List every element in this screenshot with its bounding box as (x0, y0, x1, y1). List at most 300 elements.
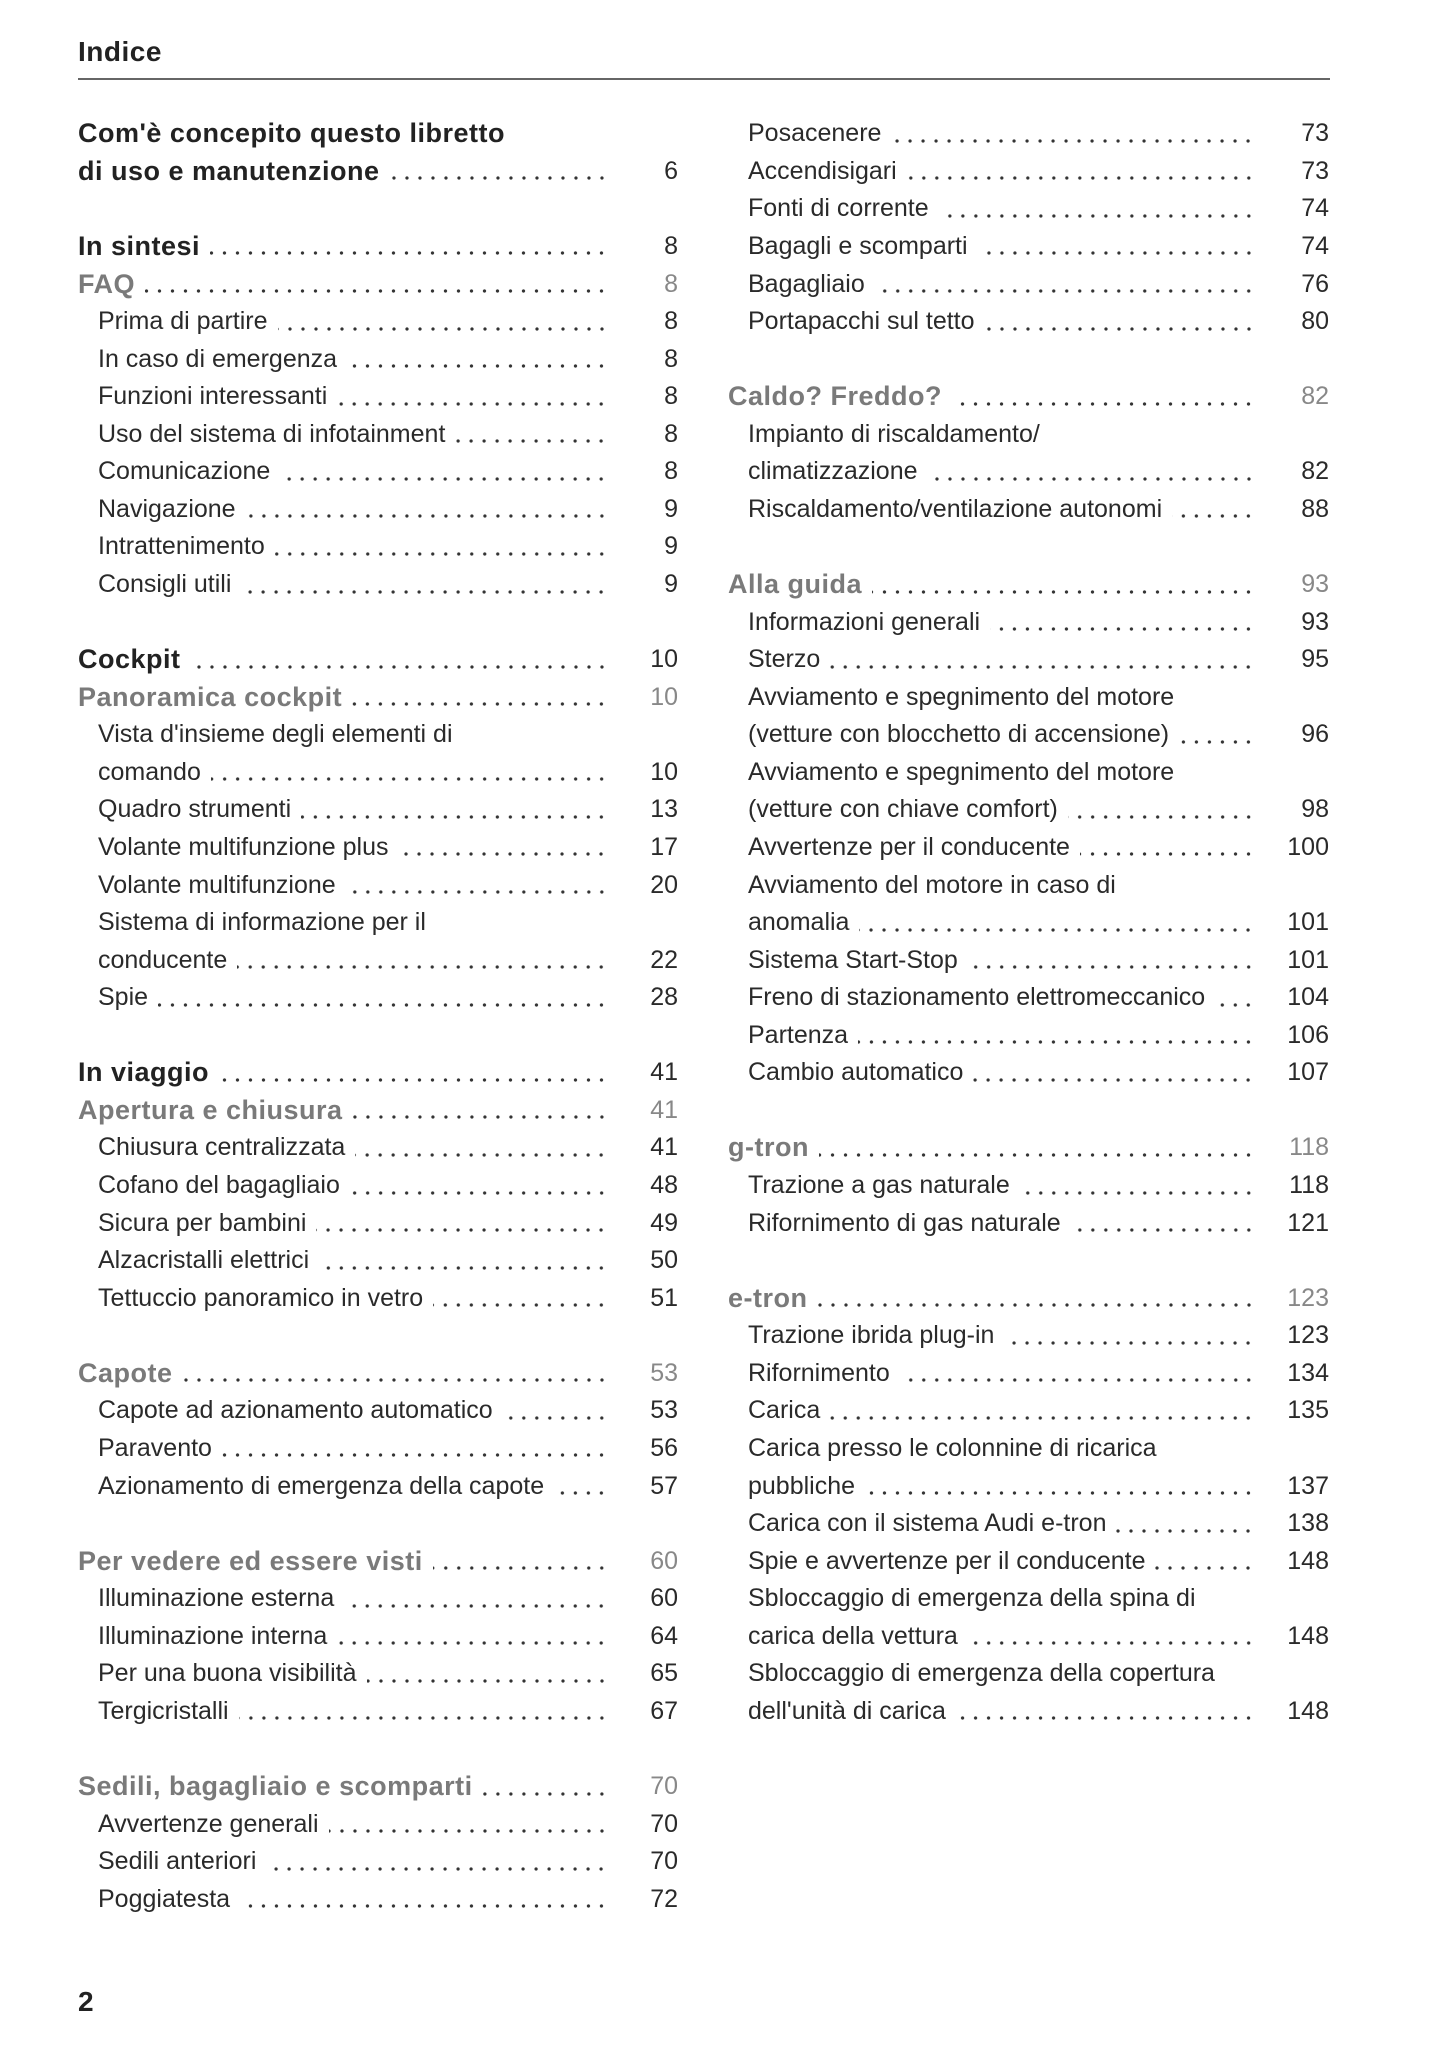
toc-entry-title: Fonti di corrente (748, 194, 929, 223)
toc-page-number: 74 (1301, 231, 1329, 260)
toc-page-number: 100 (1287, 832, 1329, 861)
toc-entry-section[interactable] (728, 566, 1329, 604)
toc-entry-title: Volante multifunzione plus (98, 832, 389, 861)
toc-entry-topic[interactable] (728, 115, 1329, 153)
toc-page-number: 57 (650, 1471, 678, 1500)
toc-page-number: 106 (1287, 1020, 1329, 1049)
toc-page-number: 88 (1301, 494, 1329, 523)
toc-page-number: 28 (650, 983, 678, 1012)
dot-leader (968, 950, 1255, 970)
toc-entry-topic[interactable] (78, 1618, 678, 1656)
toc-entry-topic[interactable] (728, 829, 1329, 867)
toc-page-number: 8 (664, 269, 678, 298)
toc-entry-chapter[interactable] (78, 115, 678, 153)
toc-entry-title: climatizzazione (748, 457, 918, 486)
toc-entry-topic[interactable] (728, 603, 1329, 641)
toc-entry-topic[interactable] (728, 1505, 1329, 1543)
toc-entry-topic[interactable] (78, 1279, 678, 1317)
block-spacer (728, 340, 1329, 378)
toc-entry-title: Sistema Start-Stop (748, 945, 958, 974)
toc-entry-title: Trazione ibrida plug-in (748, 1321, 995, 1350)
toc-entry-topic[interactable] (78, 1392, 678, 1430)
dot-leader (275, 537, 608, 557)
toc-entry-section[interactable] (78, 678, 678, 716)
toc-entry-topic[interactable] (728, 1580, 1329, 1618)
toc-entry-title: In caso di emergenza (98, 344, 338, 373)
toc-entry-topic[interactable] (78, 1805, 678, 1843)
toc-entry-topic[interactable] (728, 1017, 1329, 1055)
toc-entry-topic[interactable] (78, 1129, 678, 1167)
dot-leader (367, 1664, 609, 1684)
toc-entry-topic[interactable] (728, 1542, 1329, 1580)
toc-entry-topic[interactable] (78, 716, 678, 754)
toc-entry-title: Intrattenimento (98, 532, 265, 561)
toc-entry-title: FAQ (78, 268, 136, 299)
dot-leader (398, 837, 608, 857)
dot-leader (347, 349, 608, 369)
toc-entry-title: Alzacristalli elettrici (98, 1246, 310, 1275)
toc-entry-title: Bagagli e scomparti (748, 231, 968, 260)
toc-entry-title: Avviamento e spegnimento del motore (748, 682, 1175, 711)
toc-entry-section[interactable] (78, 1542, 678, 1580)
toc-page-number: 70 (650, 1772, 678, 1801)
toc-entry-section[interactable] (728, 1279, 1329, 1317)
toc-entry-title: Volante multifunzione (98, 870, 336, 899)
dot-leader (1179, 725, 1255, 745)
dot-leader (266, 1852, 608, 1872)
toc-page-number: 96 (1301, 720, 1329, 749)
block-spacer (728, 1242, 1329, 1280)
toc-entry-title: Sbloccaggio di emergenza della copertura (748, 1659, 1215, 1688)
toc-entry-chapter[interactable] (78, 153, 678, 191)
toc-page-number: 135 (1287, 1396, 1329, 1425)
dot-leader (990, 612, 1255, 632)
toc-entry-topic[interactable] (78, 528, 678, 566)
toc-entry-title: Sterzo (748, 645, 821, 674)
dot-leader (433, 1551, 608, 1571)
toc-entry-title: Illuminazione esterna (98, 1584, 335, 1613)
toc-entry-topic[interactable] (78, 979, 678, 1017)
toc-entry-topic[interactable] (728, 1618, 1329, 1656)
toc-entry-section[interactable] (728, 378, 1329, 416)
toc-page-number: 73 (1301, 156, 1329, 185)
dot-leader (503, 1401, 608, 1421)
toc-entry-topic[interactable] (728, 1167, 1329, 1205)
toc-page-number: 118 (1289, 1171, 1329, 1200)
dot-leader (554, 1476, 608, 1496)
toc-entry-topic[interactable] (78, 866, 678, 904)
toc-entry-topic[interactable] (728, 1054, 1329, 1092)
toc-entry-title: Sedili anteriori (98, 1847, 257, 1876)
toc-entry-title: Poggiatesta (98, 1884, 231, 1913)
dot-leader (219, 1063, 608, 1083)
toc-entry-title: Sedili, bagagliaio e scomparti (78, 1771, 473, 1802)
dot-leader (907, 161, 1255, 181)
dot-leader (818, 1288, 1256, 1308)
toc-entry-title: Spie e avvertenze per il conducente (748, 1546, 1146, 1575)
toc-entry-title: Cofano del bagagliaio (98, 1171, 340, 1200)
toc-page-number: 41 (650, 1133, 678, 1162)
toc-page-number: 53 (650, 1358, 678, 1387)
toc-entry-title: Consigli utili (98, 570, 232, 599)
dot-leader (1215, 988, 1255, 1008)
block-spacer (78, 1017, 678, 1055)
toc-entry-topic[interactable] (78, 566, 678, 604)
dot-leader (237, 950, 608, 970)
dot-leader (985, 312, 1255, 332)
block-spacer (78, 603, 678, 641)
toc-entry-title: (vetture con chiave comfort) (748, 795, 1058, 824)
toc-entry-section[interactable] (78, 265, 678, 303)
toc-entry-section[interactable] (78, 1768, 678, 1806)
toc-entry-chapter[interactable] (78, 641, 678, 679)
toc-page-number: 134 (1287, 1358, 1329, 1387)
toc-entry-topic[interactable] (78, 416, 678, 454)
toc-page-number: 9 (664, 570, 678, 599)
toc-entry-title: Accendisigari (748, 156, 897, 185)
toc-page-number: 73 (1301, 119, 1329, 148)
toc-entry-title: pubbliche (748, 1471, 856, 1500)
toc-entry-topic[interactable] (78, 340, 678, 378)
dot-leader (900, 1363, 1255, 1383)
toc-column-right (728, 115, 1329, 1730)
toc-page-number: 60 (650, 1546, 678, 1575)
dot-leader (241, 575, 608, 595)
toc-entry-title: Freno di stazionamento elettromeccanico (748, 983, 1206, 1012)
toc-entry-topic[interactable] (728, 1317, 1329, 1355)
toc-entry-title: Portapacchi sul tetto (748, 307, 975, 336)
toc-entry-title: Alla guida (728, 569, 863, 600)
dot-leader (1004, 1326, 1255, 1346)
toc-entry-title: Sbloccaggio di emergenza della spina di (748, 1584, 1196, 1613)
toc-entry-topic[interactable] (78, 1655, 678, 1693)
toc-entry-title: Avviamento e spegnimento del motore (748, 757, 1175, 786)
dot-leader (191, 650, 608, 670)
dot-leader (246, 499, 608, 519)
toc-entry-chapter[interactable] (78, 228, 678, 266)
block-spacer (78, 190, 678, 228)
toc-page-number: 10 (650, 682, 678, 711)
toc-entry-title: dell'unità di carica (748, 1696, 946, 1725)
toc-entry-title: In viaggio (78, 1057, 210, 1088)
toc-entry-title: Riscaldamento/ventilazione autonomi (748, 494, 1163, 523)
toc-entry-section[interactable] (728, 1129, 1329, 1167)
dot-leader (145, 274, 608, 294)
dot-leader (928, 462, 1255, 482)
toc-page-number: 8 (664, 457, 678, 486)
toc-entry-title: In sintesi (78, 230, 201, 261)
toc-entry-topic[interactable] (728, 491, 1329, 529)
toc-entry-topic[interactable] (728, 641, 1329, 679)
dot-leader (350, 1176, 608, 1196)
dot-leader (319, 1251, 608, 1271)
toc-entry-title: Prima di partire (98, 307, 268, 336)
toc-page-number: 41 (650, 1095, 678, 1124)
toc-entry-topic[interactable] (78, 941, 678, 979)
dot-leader (973, 1063, 1255, 1083)
dot-leader (939, 199, 1255, 219)
dot-leader (433, 1288, 608, 1308)
toc-entry-topic[interactable] (728, 866, 1329, 904)
toc-entry-topic[interactable] (78, 1167, 678, 1205)
toc-entry-topic[interactable] (78, 1467, 678, 1505)
toc-page-number: 137 (1287, 1471, 1329, 1500)
dot-leader (210, 236, 608, 256)
toc-entry-topic[interactable] (78, 1843, 678, 1881)
toc-page-number: 64 (650, 1621, 678, 1650)
toc-entry-title: Spie (98, 983, 149, 1012)
dot-leader (1068, 800, 1255, 820)
toc-entry-title: Impianto di riscaldamento/ (748, 419, 1040, 448)
toc-page-number: 82 (1301, 457, 1329, 486)
dot-leader (872, 575, 1255, 595)
toc-entry-topic[interactable] (728, 1204, 1329, 1242)
dot-leader (978, 236, 1255, 256)
dot-leader (1080, 837, 1255, 857)
toc-page-number: 70 (650, 1809, 678, 1838)
toc-entry-topic[interactable] (78, 1693, 678, 1731)
dot-leader (240, 1889, 608, 1909)
toc-page-number: 65 (650, 1659, 678, 1688)
toc-page-number: 93 (1301, 570, 1329, 599)
dot-leader (301, 800, 608, 820)
toc-entry-title: Azionamento di emergenza della capote (98, 1471, 545, 1500)
toc-entry-title: Avvertenze generali (98, 1809, 319, 1838)
dot-leader (346, 875, 608, 895)
toc-entry-title: Sistema di informazione per il (98, 908, 426, 937)
toc-entry-title: Vista d'insieme degli elementi di (98, 720, 453, 749)
toc-entry-title: Partenza (748, 1020, 849, 1049)
toc-entry-title: Tettuccio panoramico in vetro (98, 1283, 424, 1312)
dot-leader (875, 274, 1255, 294)
dot-leader (830, 650, 1255, 670)
toc-entry-topic[interactable] (728, 416, 1329, 454)
toc-entry-topic[interactable] (728, 1693, 1329, 1731)
toc-entry-title: Posacenere (748, 119, 882, 148)
toc-entry-topic[interactable] (78, 303, 678, 341)
dot-leader (211, 762, 608, 782)
toc-page-number: 95 (1301, 645, 1329, 674)
dot-leader (952, 387, 1255, 407)
dot-leader (956, 1701, 1255, 1721)
toc-entry-title: Carica (748, 1396, 821, 1425)
toc-entry-section[interactable] (78, 1092, 678, 1130)
toc-page-number: 10 (650, 757, 678, 786)
toc-entry-title: Funzioni interessanti (98, 382, 328, 411)
toc-page-number: 41 (650, 1058, 678, 1087)
dot-leader (280, 462, 608, 482)
toc-entry-section[interactable] (78, 1355, 678, 1393)
toc-page-number: 8 (664, 231, 678, 260)
toc-entry-title: Per una buona visibilità (98, 1659, 357, 1688)
dot-leader (1071, 1213, 1255, 1233)
dot-leader (1020, 1176, 1255, 1196)
toc-page-number: 8 (664, 382, 678, 411)
toc-entry-topic[interactable] (728, 678, 1329, 716)
toc-entry-title: Tergicristalli (98, 1696, 229, 1725)
toc-page-number: 60 (650, 1584, 678, 1613)
toc-page-number: 8 (664, 307, 678, 336)
header-divider (78, 78, 1330, 80)
toc-page-number: 123 (1287, 1283, 1329, 1312)
toc-entry-topic[interactable] (728, 303, 1329, 341)
toc-entry-topic[interactable] (728, 754, 1329, 792)
dot-leader (968, 1626, 1255, 1646)
toc-entry-topic[interactable] (78, 1204, 678, 1242)
toc-page-number: 101 (1287, 908, 1329, 937)
toc-entry-topic[interactable] (78, 829, 678, 867)
toc-entry-topic[interactable] (78, 904, 678, 942)
toc-entry-topic[interactable] (728, 1355, 1329, 1393)
page-number: 2 (78, 1986, 94, 2017)
toc-entry-title: Illuminazione interna (98, 1621, 328, 1650)
toc-entry-topic[interactable] (728, 453, 1329, 491)
toc-entry-topic[interactable] (78, 491, 678, 529)
toc-entry-topic[interactable] (728, 153, 1329, 191)
toc-entry-title: carica della vettura (748, 1621, 958, 1650)
toc-page-number: 80 (1301, 307, 1329, 336)
toc-page-number: 148 (1287, 1696, 1329, 1725)
toc-page-number: 74 (1301, 194, 1329, 223)
toc-page-number: 121 (1287, 1208, 1329, 1237)
toc-page-number: 70 (650, 1847, 678, 1876)
toc-entry-title: Avvertenze per il conducente (748, 832, 1070, 861)
toc-page-number: 10 (650, 645, 678, 674)
dot-leader (344, 1589, 608, 1609)
toc-entry-topic[interactable] (78, 1242, 678, 1280)
dot-leader (183, 1363, 608, 1383)
dot-leader (1172, 499, 1255, 519)
toc-entry-title: Rifornimento (748, 1358, 890, 1387)
toc-entry-title: comando (98, 757, 201, 786)
toc-page-number: 53 (650, 1396, 678, 1425)
toc-entry-title: Trazione a gas naturale (748, 1171, 1010, 1200)
toc-page-number: 17 (650, 832, 678, 861)
dot-leader (858, 1025, 1255, 1045)
toc-entry-topic[interactable] (78, 791, 678, 829)
toc-entry-title: Quadro strumenti (98, 795, 292, 824)
dot-leader (390, 161, 608, 181)
dot-leader (455, 424, 608, 444)
toc-entry-title: Capote ad azionamento automatico (98, 1396, 493, 1425)
dot-leader (222, 1438, 608, 1458)
toc-entry-topic[interactable] (728, 265, 1329, 303)
toc-page-number: 13 (650, 795, 678, 824)
toc-entry-topic[interactable] (728, 1392, 1329, 1430)
toc-entry-topic[interactable] (728, 1655, 1329, 1693)
toc-page-number: 48 (650, 1171, 678, 1200)
toc-entry-topic[interactable] (728, 791, 1329, 829)
toc-entry-topic[interactable] (78, 453, 678, 491)
toc-page-number: 98 (1301, 795, 1329, 824)
toc-entry-topic[interactable] (728, 1467, 1329, 1505)
block-spacer (78, 1730, 678, 1768)
toc-entry-title: Informazioni generali (748, 607, 981, 636)
toc-entry-title: e-tron (728, 1282, 808, 1313)
toc-entry-topic[interactable] (78, 754, 678, 792)
toc-entry-title: Carica con il sistema Audi e-tron (748, 1509, 1107, 1538)
toc-entry-topic[interactable] (728, 228, 1329, 266)
dot-leader (337, 1626, 608, 1646)
toc-entry-topic[interactable] (728, 904, 1329, 942)
dot-leader (483, 1777, 608, 1797)
toc-entry-title: Comunicazione (98, 457, 271, 486)
toc-page-number: 49 (650, 1208, 678, 1237)
toc-entry-title: Uso del sistema di infotainment (98, 419, 446, 448)
dot-leader (353, 1100, 608, 1120)
toc-entry-title: conducente (98, 945, 228, 974)
dot-leader (1116, 1514, 1255, 1534)
toc-entry-title: Bagagliaio (748, 269, 865, 298)
toc-entry-title: g-tron (728, 1132, 809, 1163)
toc-entry-topic[interactable] (728, 941, 1329, 979)
toc-page-number: 72 (650, 1884, 678, 1913)
block-spacer (728, 1092, 1329, 1130)
dot-leader (158, 988, 608, 1008)
toc-page-number: 82 (1301, 382, 1329, 411)
toc-entry-title: Cambio automatico (748, 1058, 964, 1087)
dot-leader (819, 1138, 1255, 1158)
toc-page-number: 148 (1287, 1546, 1329, 1575)
toc-entry-topic[interactable] (78, 1430, 678, 1468)
toc-page-number: 148 (1287, 1621, 1329, 1650)
toc-page-number: 8 (664, 419, 678, 448)
toc-entry-topic[interactable] (728, 190, 1329, 228)
toc-entry-title: Navigazione (98, 494, 236, 523)
toc-entry-topic[interactable] (728, 1430, 1329, 1468)
toc-entry-topic[interactable] (728, 716, 1329, 754)
toc-page-number: 67 (650, 1696, 678, 1725)
toc-page-number: 8 (664, 344, 678, 373)
toc-page-number: 107 (1287, 1058, 1329, 1087)
toc-page-number: 118 (1289, 1133, 1329, 1162)
toc-page-number: 6 (664, 156, 678, 185)
toc-entry-topic[interactable] (78, 1880, 678, 1918)
dot-leader (891, 124, 1255, 144)
toc-entry-title: Cockpit (78, 644, 181, 675)
toc-entry-title: Caldo? Freddo? (728, 381, 942, 412)
toc-entry-title: (vetture con blocchetto di accensione) (748, 720, 1170, 749)
block-spacer (728, 528, 1329, 566)
toc-column-left (78, 115, 678, 1918)
dot-leader (355, 1138, 608, 1158)
toc-entry-topic[interactable] (78, 1580, 678, 1618)
toc-entry-title: Capote (78, 1357, 173, 1388)
toc-page-number: 22 (650, 945, 678, 974)
toc-entry-title: anomalia (748, 908, 850, 937)
toc-page-number: 50 (650, 1246, 678, 1275)
toc-page-number: 138 (1287, 1509, 1329, 1538)
toc-entry-topic[interactable] (728, 979, 1329, 1017)
toc-page-number: 56 (650, 1433, 678, 1462)
toc-entry-title: Paravento (98, 1433, 212, 1462)
toc-entry-title: Avviamento del motore in caso di (748, 870, 1116, 899)
toc-page-number: 51 (650, 1283, 678, 1312)
toc-entry-chapter[interactable] (78, 1054, 678, 1092)
toc-entry-title: Panoramica cockpit (78, 681, 343, 712)
block-spacer (78, 1317, 678, 1355)
dot-leader (239, 1701, 608, 1721)
toc-entry-title: di uso e manutenzione (78, 155, 380, 186)
toc-entry-topic[interactable] (78, 378, 678, 416)
dot-leader (859, 913, 1255, 933)
toc-page-number: 9 (664, 494, 678, 523)
dot-leader (1155, 1551, 1255, 1571)
toc-entry-title: Per vedere ed essere visti (78, 1545, 423, 1576)
toc-page-number: 76 (1301, 269, 1329, 298)
toc-page-number: 93 (1301, 607, 1329, 636)
block-spacer (78, 1505, 678, 1543)
